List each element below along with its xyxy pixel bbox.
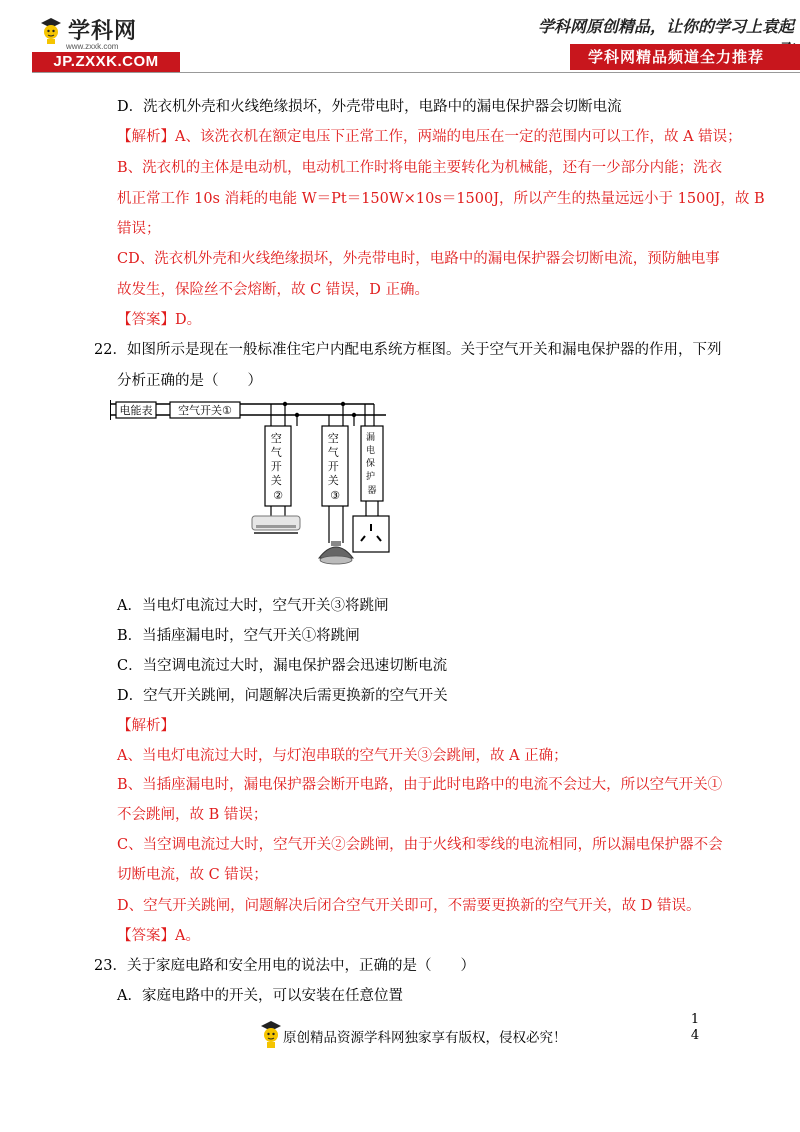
q22-option-c: C．当空调电流过大时，漏电保护器会迅速切断电流 [117,658,448,674]
q22-answer: 【答案】A。 [117,928,200,944]
footer-copyright: 原创精品资源学科网独家享有版权，侵权必究！ [283,1030,567,1046]
q22-stem-line: 分析正确的是（ ） [117,373,262,389]
graduate-mascot-icon [258,1018,284,1050]
air-conditioner-icon [252,516,300,534]
circuit-diagram [110,398,400,578]
q23-stem: 23．关于家庭电路和安全用电的说法中，正确的是（ ） [94,958,475,974]
q21-option-d: D．洗衣机外壳和火线绝缘损坏，外壳带电时，电路中的漏电保护器会切断电流 [117,99,622,115]
header-slogan: 学科网原创精品，让你的学习上袁起 [537,17,794,36]
q22-option-a: A．当电灯电流过大时，空气开关③将跳闸 [117,598,389,614]
meter-label: 电能表 [119,404,153,417]
graduate-mascot-icon [38,15,64,45]
logo-small-url: www.zxxk.com [66,42,119,51]
page-total: 4 [690,1028,700,1043]
q23-option-a: A．家庭电路中的开关，可以安装在任意位置 [117,988,403,1004]
switch-1-label: 空气开关① [178,404,232,417]
q22-option-b: B．当插座漏电时，空气开关①将跳闸 [117,628,360,644]
q22-analysis-line: A、当电灯电流过大时，与灯泡串联的空气开关③会跳闸，故 A 正确； [117,748,568,764]
q21-analysis-line: 机正常工作 10s 消耗的电能 W＝Pt＝150W×10s＝1500J，所以产生的热量远远小于 1500J，故 B [117,191,765,207]
q22-analysis-line: D、空气开关跳闸，问题解决后闭合空气开关即可，不需要更换新的空气开关，故 D 错误。 [117,898,701,914]
q21-analysis-line: 故发生，保险丝不会熔断，故 C 错误，D 正确。 [117,282,430,298]
page-current: 1 [690,1012,700,1027]
logo-name: 学科网 [68,19,138,44]
switch-3-label: 空 气 开 关 ③ [327,432,340,502]
socket-icon [353,516,389,552]
page-number [688,1012,702,1044]
lamp-icon [319,541,353,564]
q21-analysis-line: CD、洗衣机外壳和火线绝缘损坏，外壳带电时，电路中的漏电保护器会切断电流，预防触电事 [117,251,720,267]
header-banner: 学科网精品频道全力推荐 [570,44,800,70]
circuit-diagram-svg [110,398,400,578]
protector-label: 漏 电 保 护 器 [366,433,377,496]
q22-option-d: D．空气开关跳闸，问题解决后需更换新的空气开关 [117,688,448,704]
q22-analysis-line: C、当空调电流过大时，空气开关②会跳闸，由于火线和零线的电流相同，所以漏电保护器不会 [117,837,723,853]
q21-analysis-line: B、洗衣机的主体是电动机，电动机工作时将电能主要转化为机械能，还有一少部分内能；洗衣 [117,160,723,176]
q22-analysis-line: 切断电流，故 C 错误； [117,867,268,883]
q22-analysis-line: B、当插座漏电时，漏电保护器会断开电路，由于此时电路中的电流不会过大，所以空气开关① [117,777,723,793]
q22-analysis-line: 不会跳闸，故 B 错误； [117,807,268,823]
site-logo[interactable] [32,12,182,70]
q21-analysis-line: 错误； [117,221,161,237]
q21-answer [117,310,201,330]
switch-2-label: 空 气 开 关 ② [270,432,283,502]
logo-url: JP.ZXXK.COM [32,52,180,72]
q22-stem-line: 22．如图所示是现在一般标准住宅户内配电系统方框图。关于空气开关和漏电保护器的作用，下列 [94,342,722,358]
q21-answer-text: 【答案】D。 [117,312,202,328]
header-divider [32,72,800,73]
q21-analysis-line: 【解析】A、该洗衣机在额定电压下正常工作，两端的电压在一定的范围内可以工作，故 A 错误； [117,129,742,145]
q22-analysis-title: 【解析】 [117,718,175,734]
